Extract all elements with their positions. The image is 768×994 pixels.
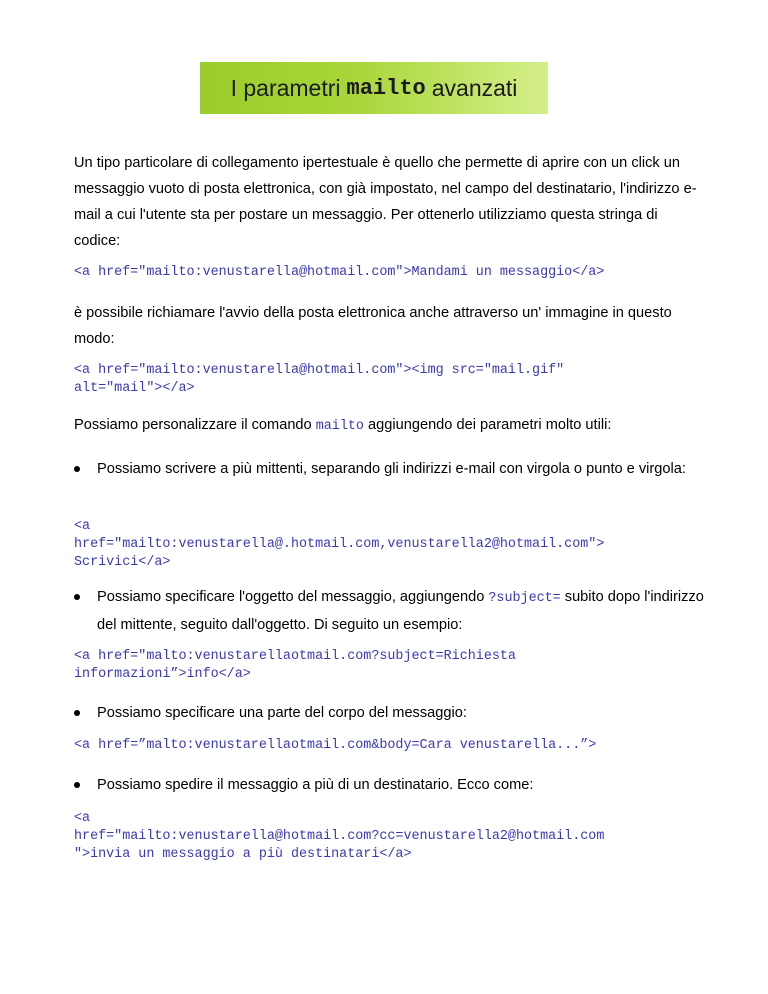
bullet-text: Possiamo scrivere a più mittenti, separando gli indirizzi e-mail con virgola o punto e virgola: <box>97 461 686 477</box>
bullet-dot-icon <box>74 710 80 716</box>
bullet-text: Possiamo spedire il messaggio a più di un destinatario. Ecco come: <box>97 777 534 793</box>
params-intro-after: aggiungendo dei parametri molto utili: <box>363 417 612 433</box>
bullet-code-3: <a href=”malto:venustarellaotmail.com&body=Cara venustarella...”> <box>74 738 597 753</box>
bullet-item-1 <box>74 456 704 482</box>
title-mono: mailto <box>346 75 426 101</box>
bullet-item-3 <box>74 700 704 726</box>
title-prefix: I parametri <box>230 74 341 101</box>
code-block-2: <a href="mailto:venustarella@hotmail.com"><img src="mail.gif" alt="mail"></a> <box>74 363 565 396</box>
bullet-inline-code: ?subject= <box>488 591 561 606</box>
code-block-1: <a href="mailto:venustarella@hotmail.com">Mandami un messaggio</a> <box>74 265 605 280</box>
bullet-dot-icon <box>74 782 80 788</box>
bullet-item-4 <box>74 772 704 798</box>
image-intro-paragraph: è possibile richiamare l'avvio della posta elettronica anche attraverso un' immagine in questo modo: <box>74 305 672 347</box>
params-intro-before: Possiamo personalizzare il comando <box>74 417 316 433</box>
params-intro-mono: mailto <box>315 419 364 434</box>
page-title <box>200 62 548 114</box>
title-suffix: avanzati <box>431 74 518 101</box>
bullet-text: Possiamo specificare una parte del corpo del messaggio: <box>97 705 467 721</box>
params-intro-paragraph <box>74 412 704 440</box>
bullet-item-2 <box>74 584 704 638</box>
bullet-dot-icon <box>74 594 80 600</box>
bullet-code-1: <a href="mailto:venustarella@.hotmail.com,venustarella2@hotmail.com"> Scrivici</a> <box>74 519 605 570</box>
bullet-text-before: Possiamo specificare l'oggetto del messaggio, aggiungendo <box>97 589 489 605</box>
bullet-code-2: <a href="malto:venustarellaotmail.com?subject=Richiesta informazioni”>info</a> <box>74 649 516 682</box>
intro-paragraph: Un tipo particolare di collegamento ipertestuale è quello che permette di aprire con un click un messaggio vuoto di posta elettronica, con già impostato, nel campo del destinatario, l'indirizzo e-mail a cui l'utente sta per postare un messaggio. Per ottenerlo utilizziamo questa stringa di codice: <box>74 155 697 249</box>
bullet-code-4: <a href="mailto:venustarella@hotmail.com?cc=venustarella2@hotmail.com ">invia un messaggio a più destinatari</a> <box>74 811 605 862</box>
bullet-dot-icon <box>74 466 80 472</box>
bullet-text-after: subito dopo l'indirizzo del mittente, seguito dall'oggetto. Di seguito un esempio: <box>97 589 704 633</box>
